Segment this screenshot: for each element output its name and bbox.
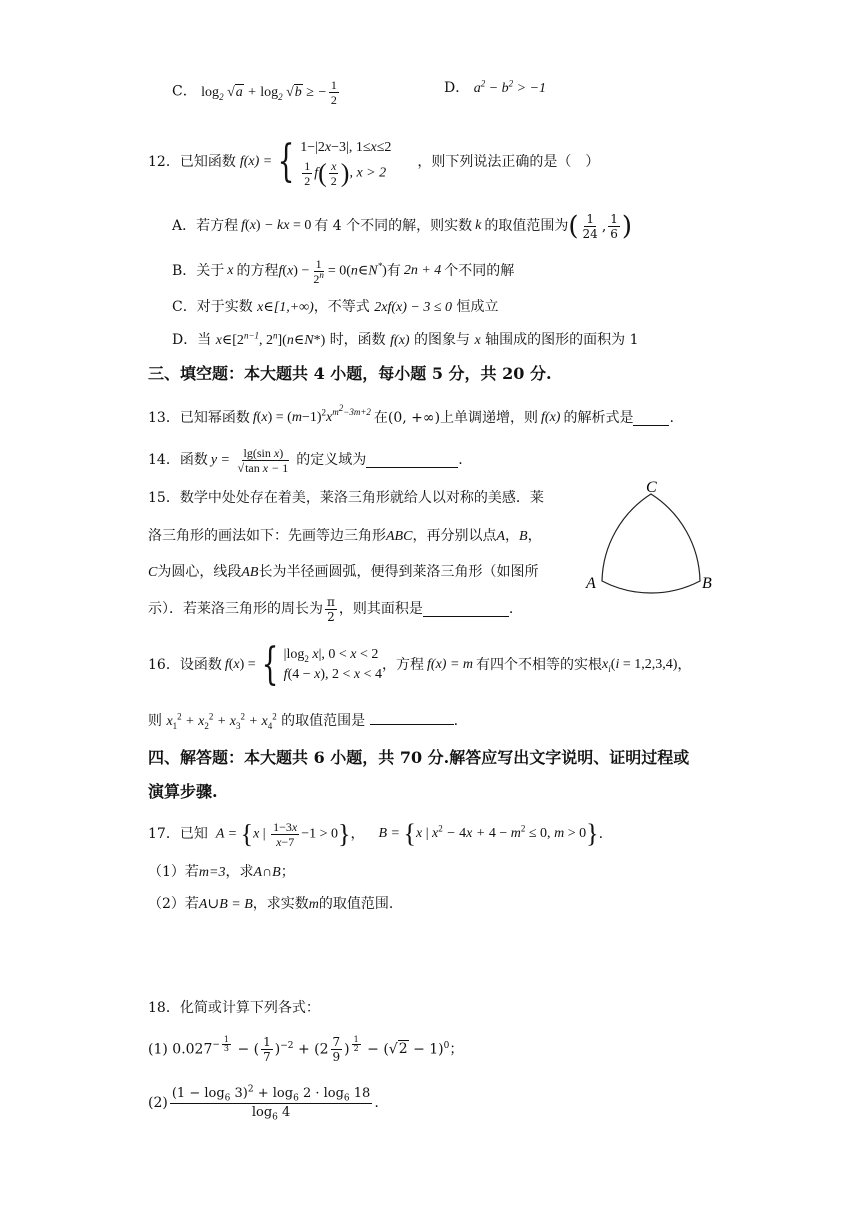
q17-part-1: （1）若m=3，求A∩B； [148, 864, 295, 880]
q16-line-2: 则 $x_1^2 + x_2^2 + x_3^2 + x_4^2$ 的取值范围是 . [148, 711, 459, 731]
question-16: 16．设函数 f(x) = { $|\log_2$ x|, 0 < x < 2 f(4 − x), 2 < x < 4 ，方程 f(x) = m 有四个不相等的实根 $x_i(i = 1,2,3,4)$ ， [148, 639, 692, 690]
q12-function: f(x) = [239, 154, 273, 169]
q12-option-d: D．当 $x\in[2^{n-1}$, 2$^n$](n∈N*) 时，函数 f(x) 的图象与 x 轴围成的图形的面积为 1 [172, 330, 639, 348]
q12-option-c: C．对于实数 x∈[1,+∞)，不等式 2xf(x) − 3 ≤ 0 恒成立 [172, 299, 499, 315]
figure-label-a: A [586, 575, 596, 592]
q12-case-1: 1−|2x−3|, 1≤x≤2 [300, 139, 392, 155]
q12-case-2: $\frac{1}{2}$ f( $\frac{x}{2}$ ), x > 2 [304, 158, 387, 188]
q14-answer-blank[interactable] [366, 453, 458, 468]
question-17: 17．已知 A = {x | $\frac{1-3x}{x-7}$ −1 > 0} ， B = {x | $x^2 - 4x + 4 - m^2 \le 0$, m > 0} . [148, 818, 604, 849]
reuleaux-triangle-figure [580, 476, 720, 598]
figure-label-b: B [702, 575, 712, 592]
question-14: 14．函数 y = $\frac{\text{lg(sin x)}}{\text{√tan x − 1}}$ 的定义域为 . [148, 445, 463, 475]
q13-answer-blank[interactable] [633, 411, 669, 426]
q11-option-c-math: $\log_2 √a + \log_2 √b$ ≥ − $\frac{1}{2}$ [201, 78, 337, 107]
question-13: 13．已知幂函数 $f(x) = (m-1)^2x^{m^2-3m+2}$ 在 (0, +∞) 上单调递增，则 f(x) 的解析式是 . [148, 403, 674, 426]
q15-line-3: C为圆心，线段AB长为半径画圆弧，便得到莱洛三角形（如图所 [148, 564, 539, 580]
q14-function: y = $\frac{\text{lg(sin x)}}{\text{√tan x − 1}}$ [210, 445, 289, 475]
q12-stem: 12．已知函数 f(x) = { 1−|2x−3|, 1≤x≤2 $\frac{1}{2}$ f( $\frac{x}{2}$ ), x > 2 ，则下列说法正确的是（ ） [148, 136, 600, 188]
q18-part-1: (1) $0.027^{- \frac{1}{3}}$ − ( $\frac{1}{7}$ )$^{-2}$ + (2 $\frac{7}{9}$ ) $^{\frac{1}{2}}$ − $(√2 - 1)^0$； [148, 1034, 464, 1064]
section-3-heading: 三、填空题：本大题共 4 小题，每小题 5 分，共 20 分. [148, 364, 552, 383]
q16-case-1: $|\log_2$ x|, 0 < x < 2 [283, 647, 379, 664]
q15-line-2: 洛三角形的画法如下：先画等边三角形ABC，再分别以点A，B， [148, 528, 542, 544]
q15-answer-blank[interactable] [423, 602, 509, 617]
q15-line-4: 示）．若莱洛三角形的周长为 $\frac{\pi}{2}$ ，则其面积是 . [148, 594, 514, 624]
q12-option-a-range: ( $\frac{1}{24}$ , $\frac{1}{6}$ ) [568, 211, 633, 241]
question-18: 18．化简或计算下列各式： [148, 1000, 320, 1016]
q15-line-1: 15．数学中处处存在着美，莱洛三角形就给人以对称的美感．莱 [148, 490, 544, 506]
q18-part-2: (2) $\frac{(1 - \log_6 3)^2 + \log_6 2 \cdot \log_6 18}{\log_6 4}$ . [148, 1084, 379, 1123]
q16-answer-blank[interactable] [370, 710, 454, 725]
q17-part-2: （2）若A∪B = B，求实数m的取值范围. [148, 896, 394, 912]
q11-option-c: C． $\log_2 √a + \log_2 √b$ ≥ − $\frac{1}{2}$ [172, 78, 341, 107]
q12-option-b: B．关于 x 的方程 f(x) − $\frac{1}{2^n}$ = 0(n∈N*) 有 2n + 4 个不同的解 [172, 256, 515, 286]
section-4-heading: 四、解答题：本大题共 6 小题，共 70 分.解答应写出文字说明、证明过程或 [148, 748, 690, 767]
q12-option-a: A．若方程 f(x) − kx = 0 有 4 个不同的解，则实数 k 的取值范围为 ( $\frac{1}{24}$ , $\frac{1}{6}$ ) [172, 211, 633, 241]
section-4-heading-cont: 演算步骤. [148, 782, 218, 801]
q13-function: $f(x) = (m-1)^2x^{m^2-3m+2}$ [252, 403, 371, 425]
q17-set-b: B = {x | $x^2 - 4x + 4 - m^2 \le 0$, m > 0} [378, 818, 599, 848]
q17-set-a: A = {x | $\frac{1-3x}{x-7}$ −1 > 0} [215, 819, 351, 849]
reuleaux-triangle-outline [602, 494, 700, 593]
figure-label-c: C [646, 479, 657, 496]
q11-option-d: D． $a^2 - b^2 > -1$ [444, 78, 547, 96]
q16-case-2: f(4 − x), 2 < x < 4 [283, 667, 383, 682]
q11-option-d-math: $a^2 - b^2 > -1$ [473, 78, 547, 96]
